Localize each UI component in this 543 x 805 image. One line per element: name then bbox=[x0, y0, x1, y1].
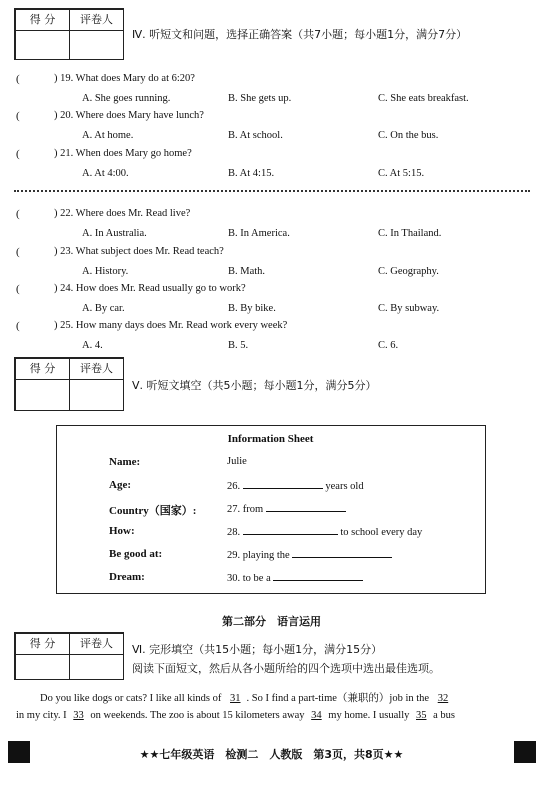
score-box-1 bbox=[14, 8, 124, 60]
answer-paren[interactable]: ( bbox=[16, 283, 20, 295]
answer-paren[interactable]: ( bbox=[16, 110, 20, 122]
section6-title: Ⅵ. 完形填空（共15小题；每小题1分，满分15分） bbox=[132, 643, 383, 656]
option-a[interactable]: A. By car. bbox=[82, 303, 125, 314]
answer-blank[interactable] bbox=[243, 525, 338, 535]
info-value: 27. from bbox=[227, 502, 346, 515]
option-c[interactable]: C. At 5:15. bbox=[378, 168, 425, 179]
grader-label: 评卷人 bbox=[69, 9, 124, 31]
information-sheet bbox=[56, 425, 486, 594]
blank-35[interactable]: 35 bbox=[416, 710, 427, 721]
info-value: 26. years old bbox=[227, 481, 364, 492]
blank-34[interactable]: 34 bbox=[311, 710, 322, 721]
option-c[interactable]: C. On the bus. bbox=[378, 130, 439, 141]
blank-33[interactable]: 33 bbox=[73, 710, 84, 721]
question-text: ) 19. What does Mary do at 6:20? bbox=[54, 73, 195, 84]
info-label: How: bbox=[109, 525, 135, 537]
answer-paren[interactable]: ( bbox=[16, 73, 20, 85]
score-box-3 bbox=[14, 632, 124, 680]
section-divider bbox=[14, 190, 530, 192]
question-text: ) 25. How many days does Mr. Read work every week? bbox=[54, 320, 288, 331]
answer-blank[interactable] bbox=[273, 571, 363, 581]
option-c[interactable]: C. 6. bbox=[378, 340, 399, 351]
option-a[interactable]: A. In Australia. bbox=[82, 228, 147, 239]
score-label: 得 分 bbox=[15, 9, 70, 31]
grader-label: 评卷人 bbox=[69, 633, 124, 655]
option-c[interactable]: C. By subway. bbox=[378, 303, 440, 314]
info-value: 28. to school every day bbox=[227, 527, 423, 538]
question-text: ) 23. What subject does Mr. Read teach? bbox=[54, 246, 224, 257]
option-c[interactable]: C. Geography. bbox=[378, 266, 439, 277]
info-value: 29. playing the bbox=[227, 548, 392, 561]
answer-blank[interactable] bbox=[266, 502, 346, 512]
answer-paren[interactable]: ( bbox=[16, 246, 20, 258]
option-c[interactable]: C. In Thailand. bbox=[378, 228, 442, 239]
cloze-line-1: Do you like dogs or cats? I like all kinds of 31 . So I find a part-time（兼职的）job in the 32 bbox=[40, 690, 454, 705]
info-label: Country（国家）: bbox=[109, 505, 197, 517]
info-label: Age: bbox=[109, 479, 131, 491]
section4-title: Ⅳ. 听短文和问题，选择正确答案（共7小题；每小题1分，满分7分） bbox=[132, 28, 468, 41]
option-a[interactable]: A. At home. bbox=[82, 130, 134, 141]
option-b[interactable]: B. She gets up. bbox=[228, 93, 292, 104]
score-label: 得 分 bbox=[15, 358, 70, 380]
sheet-title: Information Sheet bbox=[227, 433, 314, 445]
grader-label: 评卷人 bbox=[69, 358, 124, 380]
part2-title: 第二部分 语言运用 bbox=[222, 615, 321, 628]
question-text: ) 21. When does Mary go home? bbox=[54, 148, 192, 159]
section6-instruction: 阅读下面短文，然后从各小题所给的四个选项中选出最佳选项。 bbox=[132, 662, 440, 675]
score-field[interactable] bbox=[15, 654, 70, 680]
info-label: Be good at: bbox=[109, 548, 163, 560]
section5-title: Ⅴ. 听短文填空（共5小题；每小题1分，满分5分） bbox=[132, 379, 377, 392]
option-b[interactable]: B. Math. bbox=[228, 266, 266, 277]
option-b[interactable]: B. By bike. bbox=[228, 303, 276, 314]
blank-31[interactable]: 31 bbox=[230, 693, 241, 704]
grader-field[interactable] bbox=[69, 379, 124, 411]
grader-field[interactable] bbox=[69, 30, 124, 60]
cloze-line-2: in my city. I 33 on weekends. The zoo is about 15 kilometers away 34 my home. I usually 35 a bus bbox=[16, 710, 455, 721]
option-b[interactable]: B. 5. bbox=[228, 340, 249, 351]
option-a[interactable]: A. History. bbox=[82, 266, 129, 277]
score-field[interactable] bbox=[15, 379, 70, 411]
answer-blank[interactable] bbox=[243, 479, 323, 489]
question-text: ) 22. Where does Mr. Read live? bbox=[54, 208, 191, 219]
option-b[interactable]: B. In America. bbox=[228, 228, 290, 239]
answer-paren[interactable]: ( bbox=[16, 320, 20, 332]
blank-32[interactable]: 32 bbox=[437, 693, 449, 704]
info-value: Julie bbox=[227, 456, 247, 467]
option-a[interactable]: A. At 4:00. bbox=[82, 168, 129, 179]
option-b[interactable]: B. At school. bbox=[228, 130, 283, 141]
grader-field[interactable] bbox=[69, 654, 124, 680]
answer-blank[interactable] bbox=[292, 548, 392, 558]
question-text: ) 20. Where does Mary have lunch? bbox=[54, 110, 204, 121]
option-a[interactable]: A. 4. bbox=[82, 340, 103, 351]
question-text: ) 24. How does Mr. Read usually go to work? bbox=[54, 283, 246, 294]
option-b[interactable]: B. At 4:15. bbox=[228, 168, 275, 179]
score-label: 得 分 bbox=[15, 633, 70, 655]
answer-paren[interactable]: ( bbox=[16, 148, 20, 160]
score-box-2 bbox=[14, 357, 124, 411]
option-c[interactable]: C. She eats breakfast. bbox=[378, 93, 469, 104]
score-field[interactable] bbox=[15, 30, 70, 60]
info-value: 30. to be a bbox=[227, 571, 363, 584]
option-a[interactable]: A. She goes running. bbox=[82, 93, 171, 104]
info-label: Name: bbox=[109, 456, 141, 468]
answer-paren[interactable]: ( bbox=[16, 208, 20, 220]
page-footer: ★★七年级英语 检测二 人教版 第3页，共8页★★ bbox=[139, 748, 404, 761]
info-label: Dream: bbox=[109, 571, 145, 583]
